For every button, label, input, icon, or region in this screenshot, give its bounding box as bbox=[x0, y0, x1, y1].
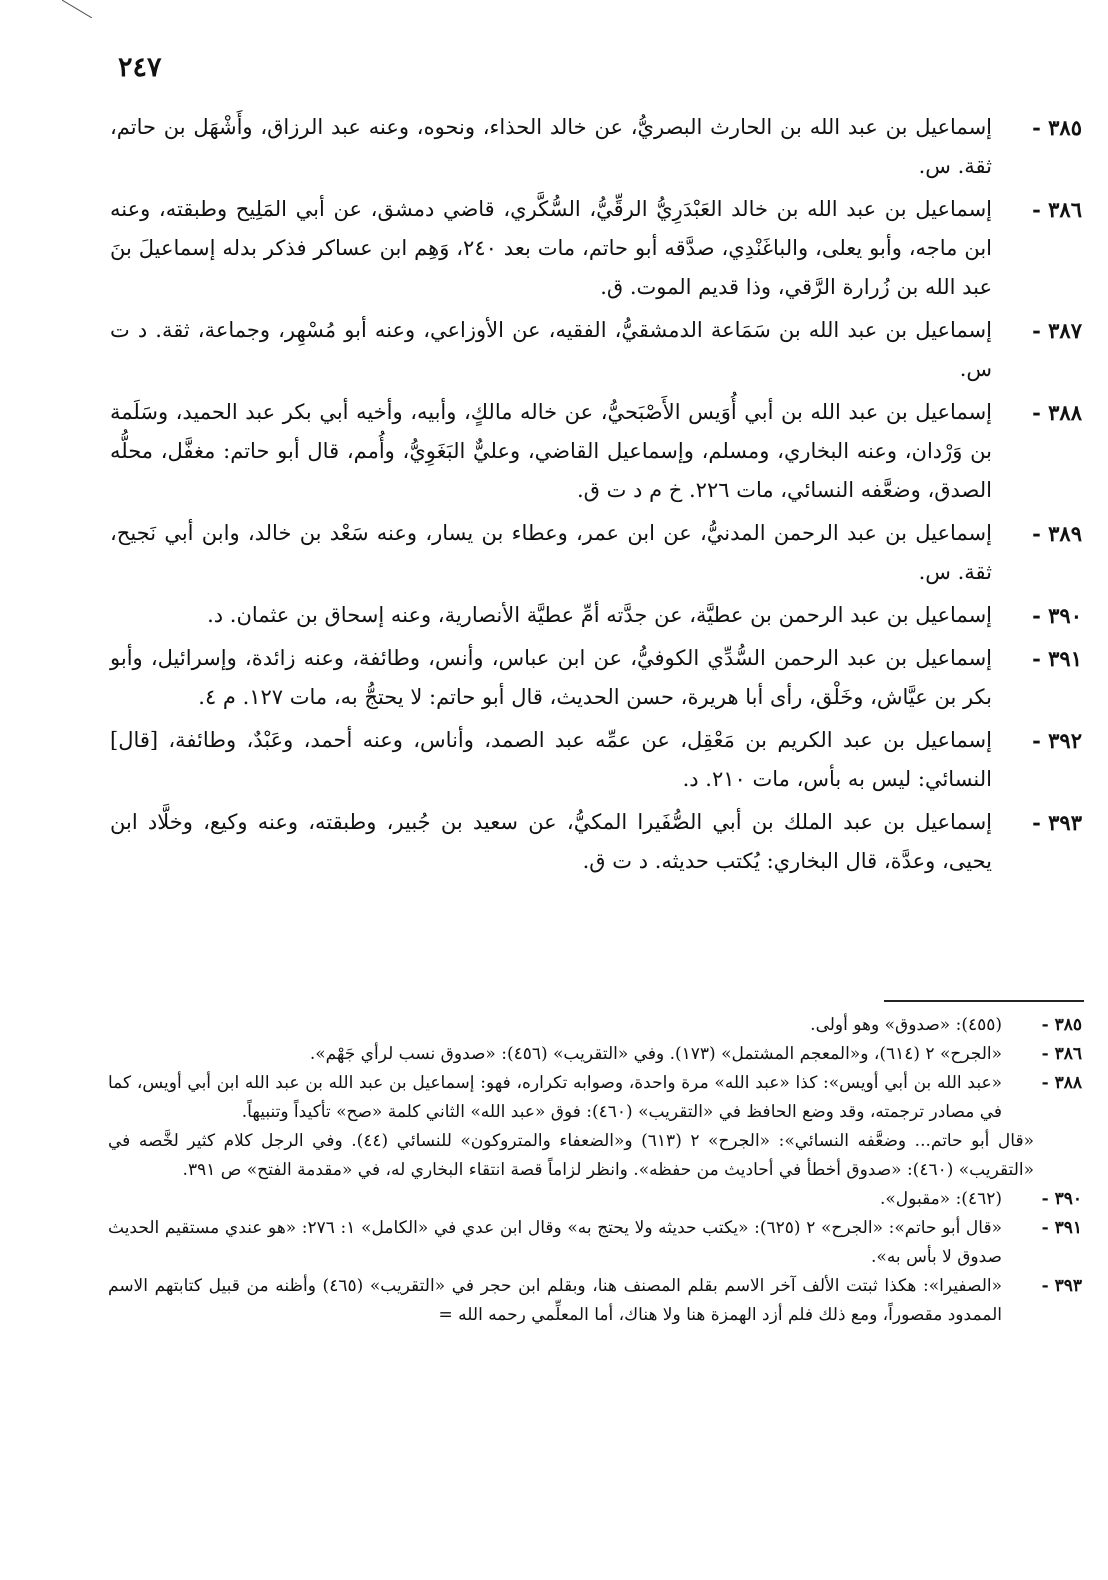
entry-392 bbox=[110, 721, 1082, 799]
page-number: ٢٤٧ bbox=[118, 52, 162, 83]
footnote-text: «قال أبو حاتم... وضعَّفه النسائي»: «الجرح» ٢ (٦١٣) و«الضعفاء والمتروكون» للنسائي (٤٤). وفي الرجل كلام كثير لخَّصه في «التقريب» (٤٦٠): «صدوق أخطأ في أحاديث من حفظه». وانظر لزاماً قصة انتقاء البخاري له، في «مقدمة الفتح» ص ٣٩١. bbox=[108, 1131, 1034, 1180]
footnote-text: «قال أبو حاتم»: «الجرح» ٢ (٦٢٥): «يكتب حديثه ولا يحتج به» وقال ابن عدي في «الكامل» ١: ٢٧٦: «هو عندي مستقيم الحديث صدوق لا بأس به». bbox=[108, 1218, 1002, 1267]
entry-number: ٣٨٨ - bbox=[1032, 400, 1082, 425]
entry-number: ٣٩١ - bbox=[1032, 646, 1082, 671]
footnote-number: ٣٨٥ - bbox=[1041, 1015, 1082, 1035]
footnote-text: (٤٥٥): «صدوق» وهو أولى. bbox=[810, 1015, 1002, 1035]
footnote-number: ٣٩٣ - bbox=[1041, 1276, 1082, 1296]
entry-text: إسماعيل بن عبد الرحمن بن عطيَّة، عن جدَّته أمِّ عطيَّة الأنصارية، وعنه إسحاق بن عثمان. د. bbox=[207, 603, 992, 627]
footnote-number: ٣٨٦ - bbox=[1041, 1044, 1082, 1064]
footnote-391 bbox=[108, 1214, 1082, 1272]
footnote-text: (٤٦٢): «مقبول». bbox=[880, 1189, 1002, 1209]
footnote-text: «الصفيرا»: هكذا ثبتت الألف آخر الاسم بقلم المصنف هنا، وبقلم ابن حجر في «التقريب» (٤٦٥) وأظنه من قبيل كتابتهم الاسم الممدود مقصوراً، ومع ذلك فلم أزد الهمزة هنا ولا هناك، أما المعلِّمي رحمه الله = bbox=[108, 1276, 1002, 1325]
footnote-number: ٣٩١ - bbox=[1041, 1218, 1082, 1238]
footnote-385 bbox=[108, 1011, 1082, 1040]
entry-number: ٣٩٢ - bbox=[1032, 728, 1082, 753]
entry-number: ٣٨٧ - bbox=[1032, 318, 1082, 343]
entry-387 bbox=[110, 311, 1082, 389]
footnote-388-continued bbox=[108, 1127, 1082, 1185]
entry-text: إسماعيل بن عبد الرحمن المدنيُّ، عن ابن عمر، وعطاء بن يسار، وعنه سَعْد بن خالد، وابن أبي نَجيح، ثقة. س. bbox=[110, 521, 992, 584]
entry-text: إسماعيل بن عبد الله بن سَمَاعة الدمشقيُّ، الفقيه، عن الأوزاعي، وعنه أبو مُسْهِر، وجماعة، ثقة. د ت س. bbox=[110, 318, 992, 381]
entry-number: ٣٩٠ - bbox=[1032, 603, 1082, 628]
footnote-388 bbox=[108, 1069, 1082, 1127]
footnotes bbox=[108, 1011, 1082, 1330]
footnote-390 bbox=[108, 1185, 1082, 1214]
footnote-divider bbox=[884, 1000, 1084, 1002]
entry-text: إسماعيل بن عبد الرحمن السُّدِّي الكوفيُّ، عن ابن عباس، وأنس، وطائفة، وعنه زائدة، وإسرائيل، وأبو بكر بن عيَّاش، وخَلْق، رأى أبا هريرة، حسن الحديث، قال أبو حاتم: لا يحتجُّ به، مات ١٢٧. م ٤. bbox=[110, 646, 992, 709]
scan-corner-mark bbox=[62, 0, 92, 18]
entry-text: إسماعيل بن عبد الملك بن أبي الصُّفَيرا المكيُّ، عن سعيد بن جُبير، وطبقته، وعنه وكيع، وخلَّاد ابن يحيى، وعدَّة، قال البخاري: يُكتب حديثه. د ت ق. bbox=[110, 810, 992, 873]
entry-391 bbox=[110, 639, 1082, 717]
entry-388 bbox=[110, 393, 1082, 510]
entry-number: ٣٩٣ - bbox=[1032, 810, 1082, 835]
entry-text: إسماعيل بن عبد الله بن أبي أُوَيس الأَصْبَحيُّ، عن خاله مالكٍ، وأبيه، وأخيه أبي بكر عبد الحميد، وسَلَمة بن وَرْدان، وعنه البخاري، ومسلم، وإسماعيل القاضي، وعليٌّ البَغَوِيُّ، وأُمم، قال أبو حاتم: مغفَّل، محلُّه الصدق، وضعَّفه النسائي، مات ٢٢٦. خ م د ت ق. bbox=[110, 400, 992, 502]
footnote-386 bbox=[108, 1040, 1082, 1069]
entry-385 bbox=[110, 108, 1082, 186]
footnote-number: ٣٨٨ - bbox=[1041, 1073, 1082, 1093]
footnote-number: ٣٩٠ - bbox=[1041, 1189, 1082, 1209]
entry-386 bbox=[110, 190, 1082, 307]
entry-text: إسماعيل بن عبد الله بن الحارث البصريُّ، عن خالد الحذاء، ونحوه، وعنه عبد الرزاق، وأَشْهَل بن حاتم، ثقة. س. bbox=[110, 115, 992, 178]
entry-390 bbox=[110, 596, 1082, 635]
footnote-text: «عبد الله بن أبي أويس»: كذا «عبد الله» مرة واحدة، وصوابه تكراره، فهو: إسماعيل بن عبد الله بن عبد الله ابن أبي أويس، كما في مصادر ترجمته، وقد وضع الحافظ في «التقريب» (٤٦٠): فوق «عبد الله» الثاني كلمة «صح» تأكيداً وتنبيهاً. bbox=[108, 1073, 1002, 1122]
biography-entries bbox=[110, 108, 1082, 885]
entry-393 bbox=[110, 803, 1082, 881]
entry-number: ٣٨٥ - bbox=[1032, 115, 1082, 140]
entry-number: ٣٨٦ - bbox=[1032, 197, 1082, 222]
entry-text: إسماعيل بن عبد الله بن خالد العَبْدَرِيُّ الرقِّيُّ، السُّكَّري، قاضي دمشق، عن أبي المَلِيح وطبقته، وعنه ابن ماجه، وأبو يعلى، والباغَنْدِي، صدَّقه أبو حاتم، مات بعد ٢٤٠، وَهِم ابن عساكر فذكر بدله إسماعيلَ بنَ عبد الله بن زُرارة الرَّقي، وذا قديم الموت. ق. bbox=[110, 197, 992, 299]
footnote-text: «الجرح» ٢ (٦١٤)، و«المعجم المشتمل» (١٧٣). وفي «التقريب» (٤٥٦): «صدوق نسب لرأي جَهْم». bbox=[309, 1044, 1002, 1064]
entry-text: إسماعيل بن عبد الكريم بن مَعْقِل، عن عمِّه عبد الصمد، وأناس، وعنه أحمد، وعَبْدٌ، وطائفة، [قال] النسائي: ليس به بأس، مات ٢١٠. د. bbox=[110, 728, 992, 791]
footnote-393 bbox=[108, 1272, 1082, 1330]
entry-number: ٣٨٩ - bbox=[1032, 521, 1082, 546]
entry-389 bbox=[110, 514, 1082, 592]
